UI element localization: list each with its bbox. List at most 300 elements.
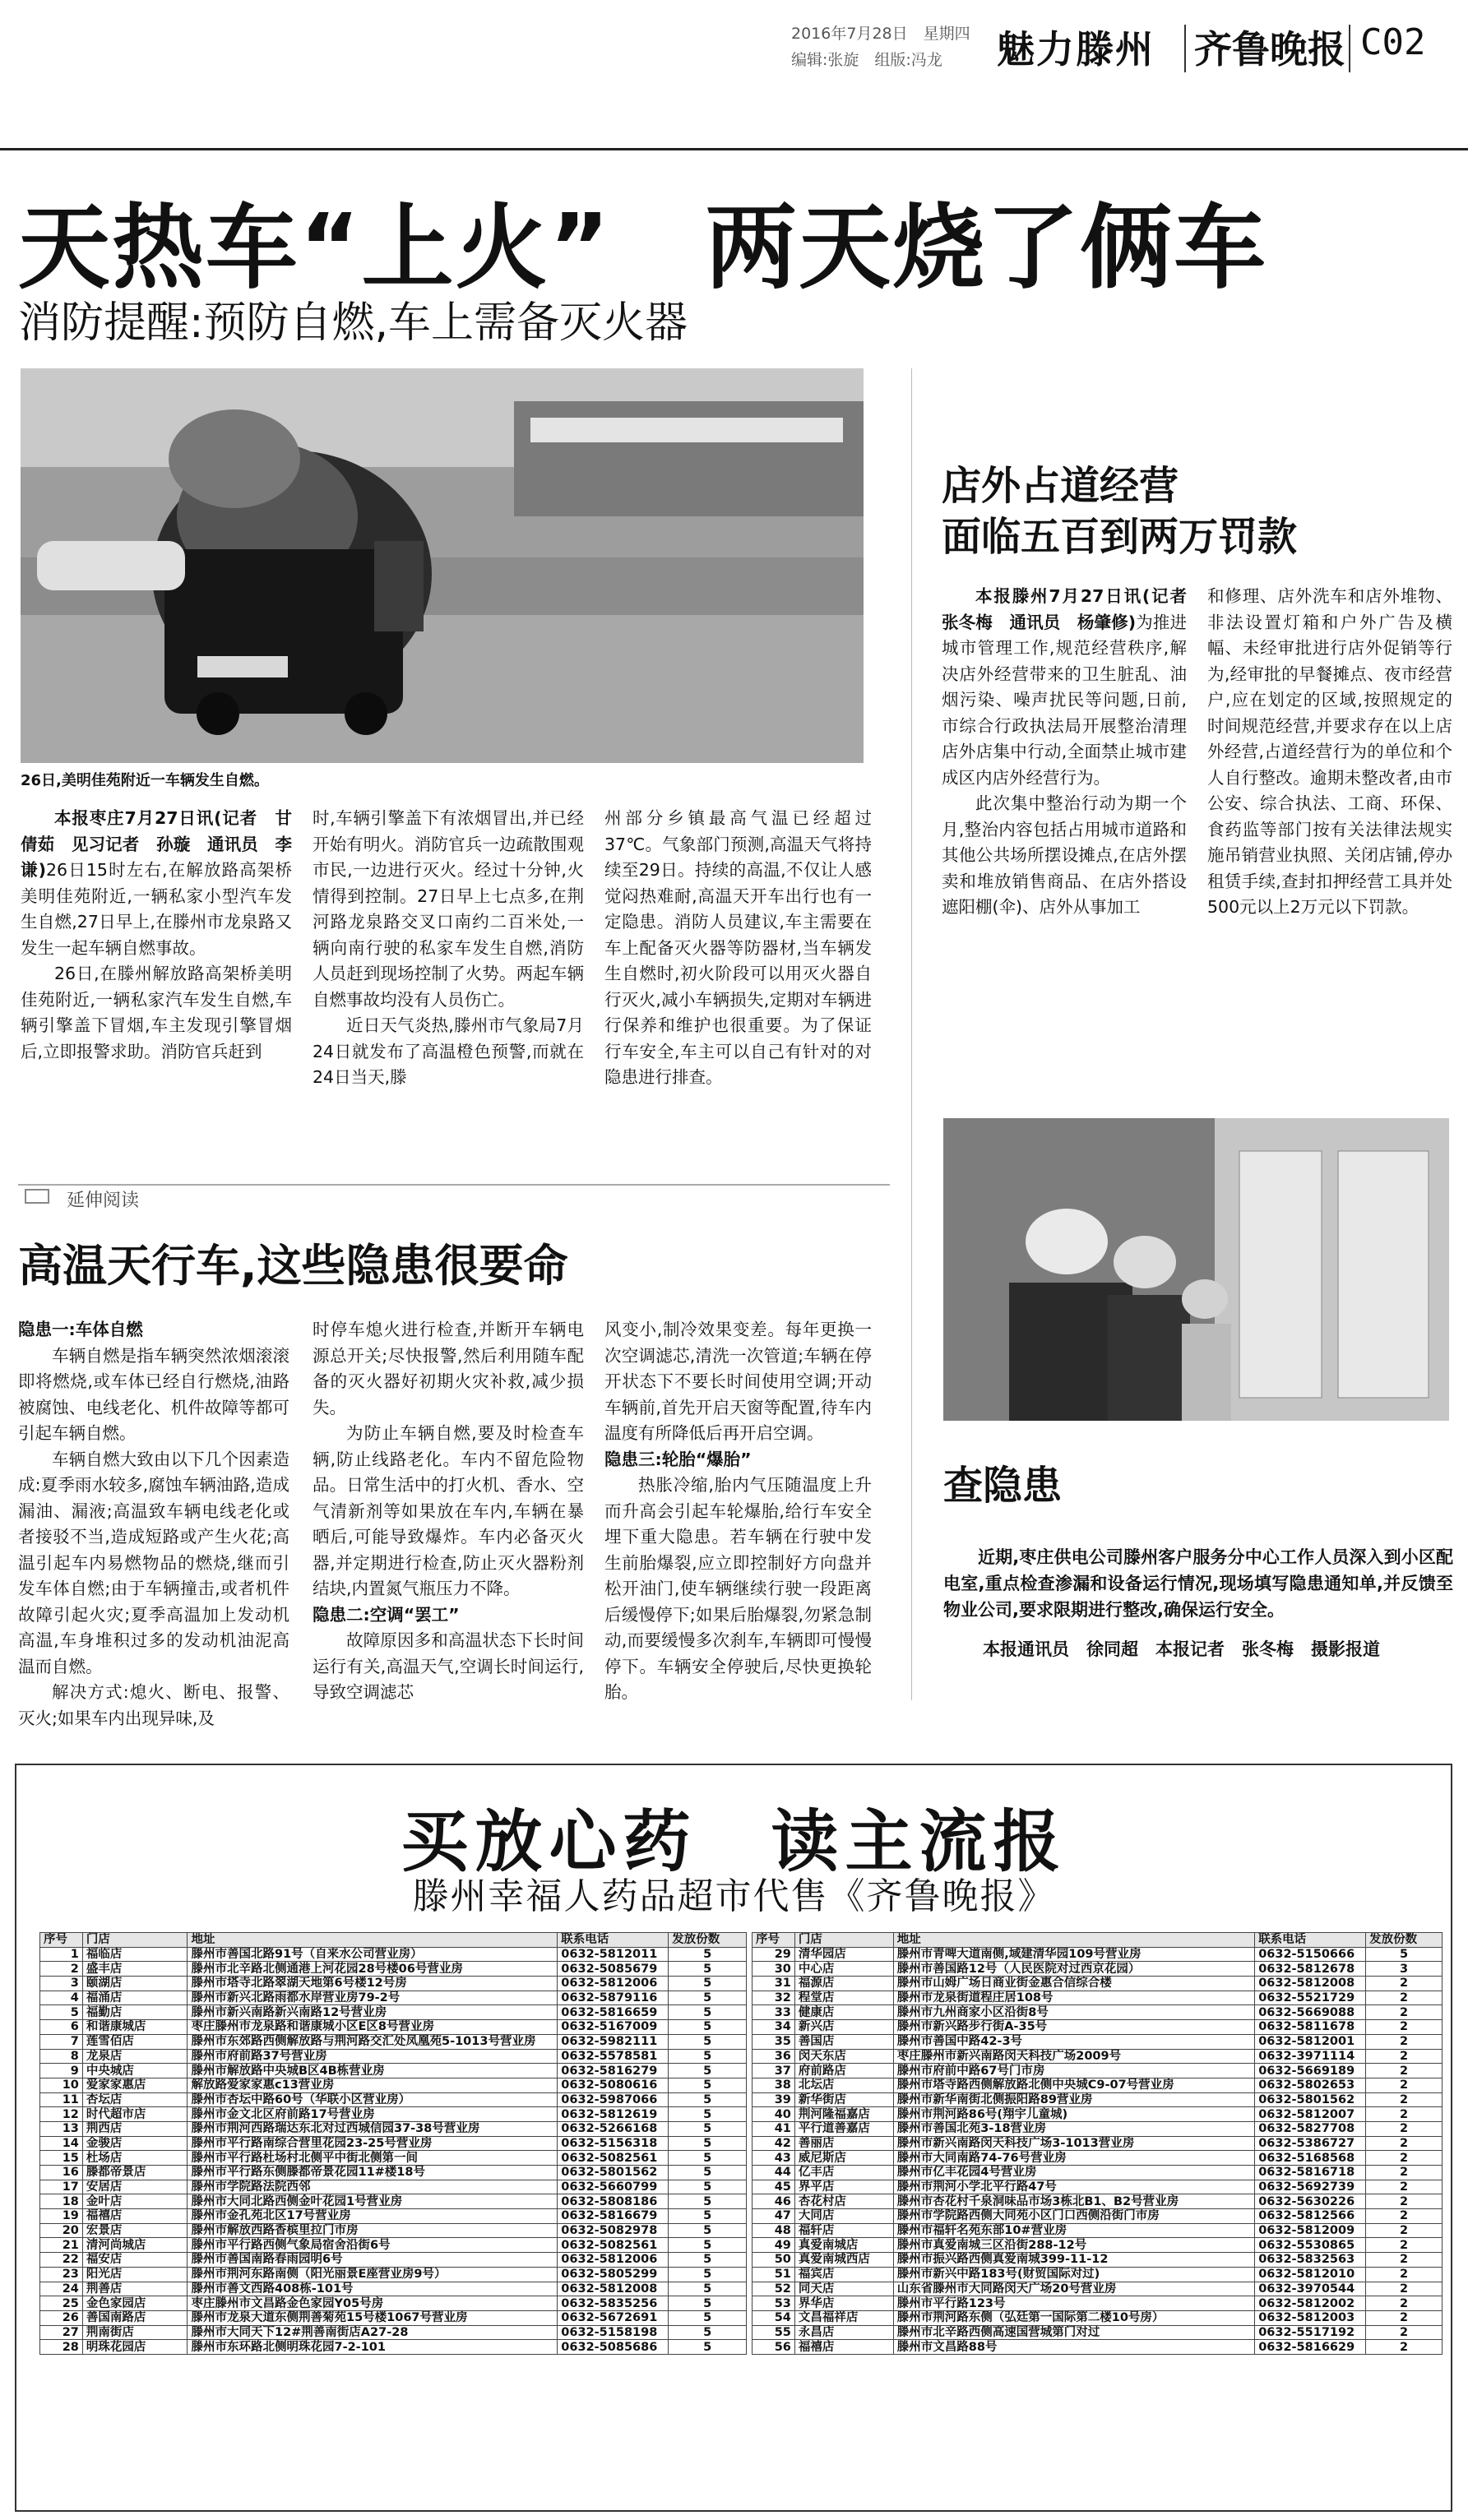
row-number: 42 bbox=[753, 2136, 795, 2151]
copies-count: 5 bbox=[669, 2136, 747, 2151]
row-number: 53 bbox=[753, 2296, 795, 2311]
store-address: 滕州市金文北区府前路17号营业房 bbox=[188, 2107, 558, 2122]
table-row bbox=[753, 2107, 1443, 2122]
copies-count: 5 bbox=[669, 2267, 747, 2282]
store-phone: 0632-5082561 bbox=[558, 2238, 669, 2253]
store-phone: 0632-5805299 bbox=[558, 2267, 669, 2282]
store-phone: 0632-5812003 bbox=[1255, 2310, 1366, 2325]
copies-count: 2 bbox=[1366, 2005, 1443, 2020]
table-row bbox=[40, 2034, 747, 2049]
store-address: 滕州市新华南街北侧振阳路89营业房 bbox=[893, 2092, 1254, 2107]
table-row bbox=[40, 2049, 747, 2064]
store-name: 福轩店 bbox=[794, 2223, 893, 2238]
copies-count: 5 bbox=[669, 2310, 747, 2325]
copies-count: 2 bbox=[1366, 2107, 1443, 2122]
burning-car-photo bbox=[21, 368, 864, 763]
store-name: 永昌店 bbox=[794, 2325, 893, 2340]
copies-count: 2 bbox=[1366, 2238, 1443, 2253]
copies-count: 5 bbox=[669, 2180, 747, 2194]
table-row bbox=[40, 2238, 747, 2253]
copies-count: 2 bbox=[1366, 2209, 1443, 2224]
copies-count: 5 bbox=[669, 2282, 747, 2296]
store-name: 程堂店 bbox=[794, 1991, 893, 2005]
table-row bbox=[40, 2325, 747, 2340]
store-name: 威尼斯店 bbox=[794, 2151, 893, 2166]
copies-count: 2 bbox=[1366, 2180, 1443, 2194]
store-name: 金骏店 bbox=[82, 2136, 188, 2151]
store-phone: 0632-5812006 bbox=[558, 1977, 669, 1991]
copies-count: 5 bbox=[669, 1991, 747, 2005]
table-row bbox=[40, 2107, 747, 2122]
col-header: 地址 bbox=[188, 1933, 558, 1948]
row-number: 51 bbox=[753, 2267, 795, 2282]
store-name: 闵天东店 bbox=[794, 2049, 893, 2064]
col-header: 发放份数 bbox=[1366, 1933, 1443, 1948]
table-row bbox=[40, 2194, 747, 2209]
copies-count: 3 bbox=[1366, 1962, 1443, 1977]
store-phone: 0632-5816679 bbox=[558, 2209, 669, 2224]
row-number: 1 bbox=[40, 1947, 83, 1962]
store-name: 真爱南城店 bbox=[794, 2238, 893, 2253]
store-name: 杏花村店 bbox=[794, 2194, 893, 2209]
store-name: 健康店 bbox=[794, 2005, 893, 2020]
ad-subtitle: 滕州幸福人药品超市代售《齐鲁晚报》 bbox=[412, 1875, 1056, 1917]
store-phone: 0632-5812007 bbox=[1255, 2107, 1366, 2122]
store-name: 阳光店 bbox=[82, 2267, 188, 2282]
store-name: 和谐康城店 bbox=[82, 2020, 188, 2035]
store-address: 滕州市山姆广场日商业街金惠合信综合楼 bbox=[893, 1977, 1254, 1991]
row-number: 14 bbox=[40, 2136, 83, 2151]
story-column bbox=[604, 806, 872, 1091]
copies-count: 5 bbox=[669, 2194, 747, 2209]
store-address: 滕州市杏花村千泉洞味品市场3栋北B1、B2号营业房 bbox=[893, 2194, 1254, 2209]
store-address: 滕州市荆河东路南侧（阳光丽景E座营业房9号） bbox=[188, 2267, 558, 2282]
store-phone: 0632-5517192 bbox=[1255, 2325, 1366, 2340]
row-number: 4 bbox=[40, 1991, 83, 2005]
table-row bbox=[40, 2209, 747, 2224]
store-name: 爱家家惠店 bbox=[82, 2078, 188, 2092]
paragraph: 26日,在滕州解放路高架桥美明佳苑附近,一辆私家汽车发生自燃,车辆引擎盖下冒烟,车主发现引擎冒烟后,立即报警求助。消防官兵赶到 bbox=[21, 964, 292, 1061]
burning-car-illustration bbox=[21, 368, 864, 763]
copies-count: 5 bbox=[669, 2223, 747, 2238]
row-number: 18 bbox=[40, 2194, 83, 2209]
copies-count: 2 bbox=[1366, 2223, 1443, 2238]
store-phone: 0632-5812002 bbox=[1255, 2296, 1366, 2311]
table-row bbox=[40, 2267, 747, 2282]
store-phone: 0632-5812678 bbox=[1255, 1962, 1366, 1977]
store-address: 滕州市大同天下12#荆善南街店A27-28 bbox=[188, 2325, 558, 2340]
col-header: 联系电话 bbox=[558, 1933, 669, 1948]
store-name: 金叶店 bbox=[82, 2194, 188, 2209]
copies-count: 5 bbox=[669, 2049, 747, 2064]
table-row bbox=[40, 2253, 747, 2268]
store-name: 莲雪佰店 bbox=[82, 2034, 188, 2049]
newspaper-logo: 齐鲁晚报 bbox=[1194, 27, 1345, 72]
table-row bbox=[753, 2064, 1443, 2078]
table-row bbox=[753, 2253, 1443, 2268]
table-row bbox=[753, 2166, 1443, 2180]
store-phone: 0632-5082978 bbox=[558, 2223, 669, 2238]
store-name: 宏景店 bbox=[82, 2223, 188, 2238]
table-row bbox=[40, 2064, 747, 2078]
paragraph: 车辆自燃是指车辆突然浓烟滚滚即将燃烧,或车体已经自行燃烧,油路被腐蚀、电线老化、机件故障等都可引起车辆自燃。 bbox=[18, 1345, 289, 1443]
table-row bbox=[753, 2078, 1443, 2092]
copies-count: 5 bbox=[669, 2107, 747, 2122]
copies-count: 5 bbox=[669, 2064, 747, 2078]
store-address: 山东省滕州市大同路闵天广场20号营业房 bbox=[893, 2282, 1254, 2296]
copies-count: 2 bbox=[1366, 2325, 1443, 2340]
row-number: 47 bbox=[753, 2209, 795, 2224]
store-address: 滕州市金孔苑北区17号营业房 bbox=[188, 2209, 558, 2224]
store-name: 荆西店 bbox=[82, 2121, 188, 2136]
copies-count: 2 bbox=[1366, 2121, 1443, 2136]
store-phone: 0632-5982111 bbox=[558, 2034, 669, 2049]
copies-count: 5 bbox=[669, 1947, 747, 1962]
store-phone: 0632-5812008 bbox=[1255, 1977, 1366, 1991]
table-row bbox=[40, 2310, 747, 2325]
paragraph: 26日15时左右,在解放路高架桥美明佳苑附近,一辆私家小型汽车发生自燃,27日早上,在滕州市龙泉路又发生一起车辆自燃事故。 bbox=[21, 860, 293, 958]
copies-count: 5 bbox=[669, 2325, 747, 2340]
row-number: 55 bbox=[753, 2325, 795, 2340]
row-number: 17 bbox=[40, 2180, 83, 2194]
table-row bbox=[40, 1977, 747, 1991]
row-number: 23 bbox=[40, 2267, 83, 2282]
row-number: 24 bbox=[40, 2282, 83, 2296]
table-row bbox=[753, 2034, 1443, 2049]
store-address: 滕州市平行路杜场村北侧平中街北侧第一间 bbox=[188, 2151, 558, 2166]
store-address: 滕州市龙泉大道东侧荆善菊苑15号楼1067号营业房 bbox=[188, 2310, 558, 2325]
store-address: 滕州市解放路中央城B区4B栋营业房 bbox=[188, 2064, 558, 2078]
copies-count: 5 bbox=[669, 1977, 747, 1991]
table-row bbox=[40, 2296, 747, 2311]
row-number: 16 bbox=[40, 2166, 83, 2180]
copies-count: 2 bbox=[1366, 2166, 1443, 2180]
row-number: 21 bbox=[40, 2238, 83, 2253]
table-row bbox=[753, 2136, 1443, 2151]
table-row bbox=[40, 2166, 747, 2180]
store-name: 同天店 bbox=[794, 2282, 893, 2296]
store-phone: 0632-5082561 bbox=[558, 2151, 669, 2166]
row-number: 52 bbox=[753, 2282, 795, 2296]
table-row bbox=[753, 2180, 1443, 2194]
table-header-row bbox=[753, 1933, 1443, 1948]
table-row bbox=[753, 2151, 1443, 2166]
store-phone: 0632-5816718 bbox=[1255, 2166, 1366, 2180]
store-name: 平行道善嘉店 bbox=[794, 2121, 893, 2136]
story-column bbox=[21, 806, 292, 1065]
copies-count: 5 bbox=[669, 1962, 747, 1977]
story-byline: 本报滕州7月27日讯(记者 张冬梅 通讯员 杨肇修) bbox=[942, 586, 1204, 632]
store-phone: 0632-5578581 bbox=[558, 2049, 669, 2064]
copies-count: 2 bbox=[1366, 2049, 1443, 2064]
col-header: 联系电话 bbox=[1255, 1933, 1366, 1948]
story-column bbox=[313, 806, 584, 1091]
store-address: 解放路爱家家惠c13营业房 bbox=[188, 2078, 558, 2092]
row-number: 32 bbox=[753, 1991, 795, 2005]
table-row bbox=[40, 1991, 747, 2005]
store-address: 枣庄滕州市新兴南路闵天科技广场2009号 bbox=[893, 2049, 1254, 2064]
store-name: 福宾店 bbox=[794, 2267, 893, 2282]
table-row bbox=[40, 2020, 747, 2035]
table-row bbox=[753, 2049, 1443, 2064]
copies-count: 2 bbox=[1366, 2194, 1443, 2209]
store-phone: 0632-5812619 bbox=[558, 2107, 669, 2122]
store-phone: 0632-5660799 bbox=[558, 2180, 669, 2194]
store-address: 滕州市平行路西侧气象局宿舍沿街6号 bbox=[188, 2238, 558, 2253]
store-address: 滕州市振兴路西侧真爱南城399-11-12 bbox=[893, 2253, 1254, 2268]
store-address: 滕州市平行路123号 bbox=[893, 2296, 1254, 2311]
store-name: 福勤店 bbox=[82, 2005, 188, 2020]
store-phone: 0632-5080616 bbox=[558, 2078, 669, 2092]
store-phone: 0632-5812008 bbox=[558, 2282, 669, 2296]
store-phone: 0632-5167009 bbox=[558, 2020, 669, 2035]
subheading: 隐患一:车体自燃 bbox=[18, 1320, 143, 1339]
row-number: 37 bbox=[753, 2064, 795, 2078]
store-phone: 0632-5816659 bbox=[558, 2005, 669, 2020]
row-number: 25 bbox=[40, 2296, 83, 2311]
store-address: 滕州市杏坛中路60号（华联小区营业房） bbox=[188, 2092, 558, 2107]
section-title: 魅力滕州 bbox=[997, 27, 1155, 72]
paragraph: 风变小,制冷效果变差。每年更换一次空调滤芯,清洗一次管道;车辆在停开状态下不要长时间使用空调;开动车辆前,首先开启天窗等配置,待车内温度有所降低后再开启空调。 bbox=[604, 1320, 872, 1443]
store-name: 新华街店 bbox=[794, 2092, 893, 2107]
copies-count: 5 bbox=[669, 2121, 747, 2136]
table-row bbox=[753, 1962, 1443, 1977]
row-number: 31 bbox=[753, 1977, 795, 1991]
copies-count: 5 bbox=[669, 2020, 747, 2035]
row-number: 35 bbox=[753, 2034, 795, 2049]
row-number: 12 bbox=[40, 2107, 83, 2122]
table-row bbox=[40, 2005, 747, 2020]
store-phone: 0632-5812006 bbox=[558, 2253, 669, 2268]
story-column bbox=[604, 1317, 872, 1706]
store-phone: 0632-5156318 bbox=[558, 2136, 669, 2151]
col-header: 序号 bbox=[753, 1933, 795, 1948]
copies-count: 5 bbox=[669, 2151, 747, 2166]
row-number: 6 bbox=[40, 2020, 83, 2035]
copies-count: 5 bbox=[669, 2034, 747, 2049]
subheading: 隐患三:轮胎“爆胎” bbox=[604, 1449, 752, 1469]
col-header: 门店 bbox=[794, 1933, 893, 1948]
store-address: 滕州市学院路西侧大同苑小区门口西侧沿街门市房 bbox=[893, 2209, 1254, 2224]
store-phone: 0632-5530865 bbox=[1255, 2238, 1366, 2253]
store-name: 荆南街店 bbox=[82, 2325, 188, 2340]
row-number: 49 bbox=[753, 2238, 795, 2253]
store-name: 福涌店 bbox=[82, 1991, 188, 2005]
row-number: 34 bbox=[753, 2020, 795, 2035]
store-name: 安居店 bbox=[82, 2180, 188, 2194]
row-number: 30 bbox=[753, 1962, 795, 1977]
row-number: 15 bbox=[40, 2151, 83, 2166]
store-phone: 0632-5879116 bbox=[558, 1991, 669, 2005]
copies-count: 2 bbox=[1366, 2151, 1443, 2166]
store-address: 滕州市荆河西路瑞达东北对过西城信园37-38号营业房 bbox=[188, 2121, 558, 2136]
store-address: 滕州市东郊路西侧解放路与荆河路交汇处凤凰苑5-1013号营业房 bbox=[188, 2034, 558, 2049]
store-address: 滕州市新兴南路新兴南路12号营业房 bbox=[188, 2005, 558, 2020]
paragraph: 为防止车辆自燃,要及时检查车辆,防止线路老化。车内不留危险物品。日常生活中的打火机、香水、空气清新剂等如果放在车内,车辆在暴晒后,可能导致爆炸。车内必备灭火器,并定期进行检查,防止灭火器粉剂结块,内置氮气瓶压力不降。 bbox=[313, 1423, 584, 1598]
store-phone: 0632-5811678 bbox=[1255, 2020, 1366, 2035]
store-name: 亿丰店 bbox=[794, 2166, 893, 2180]
store-name: 界华店 bbox=[794, 2296, 893, 2311]
store-address: 滕州市龙泉街道程庄居108号 bbox=[893, 1991, 1254, 2005]
copies-count: 2 bbox=[1366, 2340, 1443, 2355]
article-title: 面临五百到两万罚款 bbox=[942, 514, 1298, 560]
copies-count: 2 bbox=[1366, 2267, 1443, 2282]
store-name: 龙泉店 bbox=[82, 2049, 188, 2064]
editor-credit: 编辑:张旋 组版:冯龙 bbox=[791, 51, 942, 69]
store-address: 滕州市新兴路步行街A-35号 bbox=[893, 2020, 1254, 2035]
row-number: 50 bbox=[753, 2253, 795, 2268]
row-number: 3 bbox=[40, 1977, 83, 1991]
row-number: 13 bbox=[40, 2121, 83, 2136]
photo-caption: 26日,美明佳苑附近一车辆发生自燃。 bbox=[21, 772, 269, 789]
store-phone: 0632-5085679 bbox=[558, 1962, 669, 1977]
store-address: 滕州市善国中路42-3号 bbox=[893, 2034, 1254, 2049]
store-phone: 0632-5802653 bbox=[1255, 2078, 1366, 2092]
col-header: 地址 bbox=[893, 1933, 1254, 1948]
store-phone: 0632-5827708 bbox=[1255, 2121, 1366, 2136]
table-row bbox=[40, 2078, 747, 2092]
copies-count: 2 bbox=[1366, 2310, 1443, 2325]
store-address: 滕州市文昌路88号 bbox=[893, 2340, 1254, 2355]
store-address: 枣庄滕州市龙泉路和谐康城小区E区8号营业房 bbox=[188, 2020, 558, 2035]
column-divider bbox=[911, 368, 912, 1700]
row-number: 38 bbox=[753, 2078, 795, 2092]
paragraph: 时停车熄火进行检查,并断开车辆电源总开关;尽快报警,然后利用随车配备的灭火器好初期火灾补救,减少损失。 bbox=[313, 1320, 584, 1417]
table-row bbox=[40, 2180, 747, 2194]
paragraph: 近期,枣庄供电公司滕州客户服务分中心工作人员深入到小区配电室,重点检查渗漏和设备运行情况,现场填写隐患通知单,并反馈至物业公司,要求限期进行整改,确保运行安全。 bbox=[943, 1547, 1453, 1620]
row-number: 41 bbox=[753, 2121, 795, 2136]
copies-count: 2 bbox=[1366, 2136, 1443, 2151]
table-row bbox=[40, 2136, 747, 2151]
store-name: 清河尚城店 bbox=[82, 2238, 188, 2253]
extended-reading-tag: 延伸阅读 bbox=[62, 1186, 144, 1212]
store-address: 滕州市荆河小学北平行路47号 bbox=[893, 2180, 1254, 2194]
row-number: 46 bbox=[753, 2194, 795, 2209]
row-number: 26 bbox=[40, 2310, 83, 2325]
row-number: 33 bbox=[753, 2005, 795, 2020]
table-row bbox=[753, 2020, 1443, 2035]
store-address: 滕州市荆河路86号(翔宇儿童城) bbox=[893, 2107, 1254, 2122]
store-phone: 0632-5168568 bbox=[1255, 2151, 1366, 2166]
main-subheadline: 消防提醒:预防自燃,车上需备灭火器 bbox=[18, 298, 688, 348]
store-phone: 0632-5669189 bbox=[1255, 2064, 1366, 2078]
store-address: 滕州市善国北苑3-18营业房 bbox=[893, 2121, 1254, 2136]
row-number: 2 bbox=[40, 1962, 83, 1977]
store-address: 滕州市亿丰花园4号营业房 bbox=[893, 2166, 1254, 2180]
table-row bbox=[753, 2194, 1443, 2209]
store-phone: 0632-5085686 bbox=[558, 2340, 669, 2355]
store-address: 滕州市善国北路91号（自来水公司营业房） bbox=[188, 1947, 558, 1962]
table-row bbox=[753, 2310, 1443, 2325]
section-rule bbox=[18, 1184, 890, 1207]
store-name: 荆河隆福嘉店 bbox=[794, 2107, 893, 2122]
row-number: 56 bbox=[753, 2340, 795, 2355]
copies-count: 5 bbox=[669, 2209, 747, 2224]
row-number: 10 bbox=[40, 2078, 83, 2092]
page-number: C02 bbox=[1360, 21, 1426, 63]
photo-credit: 本报通讯员 徐同超 本报记者 张冬梅 摄影报道 bbox=[983, 1639, 1380, 1659]
paragraph: 此次集中整治行动为期一个月,整治内容包括占用城市道路和其他公共场所摆设摊点,在店外摆卖和堆放销售商品、在店外搭设遮阳棚(伞)、店外从事加工 bbox=[942, 793, 1187, 917]
row-number: 8 bbox=[40, 2049, 83, 2064]
store-phone: 0632-5521729 bbox=[1255, 1991, 1366, 2005]
store-phone: 0632-5987066 bbox=[558, 2092, 669, 2107]
copies-count: 5 bbox=[669, 2253, 747, 2268]
store-address: 滕州市北辛路北侧通港上河花园28号楼06号营业房 bbox=[188, 1962, 558, 1977]
table-row bbox=[40, 2340, 747, 2355]
table-header-row bbox=[40, 1933, 747, 1948]
store-address: 滕州市府前中路67号门市房 bbox=[893, 2064, 1254, 2078]
paragraph: 故障原因多和高温状态下长时间运行有关,高温天气,空调长时间运行,导致空调滤芯 bbox=[313, 1630, 584, 1702]
paragraph: 时,车辆引擎盖下有浓烟冒出,并已经开始有明火。消防官兵一边疏散围观市民,一边进行灭火。经过十分钟,火情得到控制。27日早上七点多,在荆河路龙泉路交叉口南约二百米处,一辆向南行驶的私家车发生自燃,消防人员赶到现场控制了火势。两起车辆自燃事故均没有人员伤亡。 bbox=[313, 808, 584, 1010]
copies-count: 2 bbox=[1366, 1977, 1443, 1991]
store-name: 盛丰店 bbox=[82, 1962, 188, 1977]
store-address: 滕州市平行路南综合营里花园23-25号营业房 bbox=[188, 2136, 558, 2151]
copies-count: 5 bbox=[1366, 1947, 1443, 1962]
row-number: 36 bbox=[753, 2049, 795, 2064]
store-name: 福禧店 bbox=[82, 2209, 188, 2224]
store-address: 滕州市新兴北路雨都水岸营业房79-2号 bbox=[188, 1991, 558, 2005]
store-name: 中央城店 bbox=[82, 2064, 188, 2078]
store-phone: 0632-5812009 bbox=[1255, 2223, 1366, 2238]
store-name: 文昌福祥店 bbox=[794, 2310, 893, 2325]
store-phone: 0632-5630226 bbox=[1255, 2194, 1366, 2209]
header-rule bbox=[0, 148, 1468, 150]
store-phone: 0632-5158198 bbox=[558, 2325, 669, 2340]
store-phone: 0632-5812566 bbox=[1255, 2209, 1366, 2224]
row-number: 45 bbox=[753, 2180, 795, 2194]
store-name: 福禧店 bbox=[794, 2340, 893, 2355]
copies-count: 2 bbox=[1366, 2253, 1443, 2268]
main-headline: 天热车“上火” 两天烧了俩车 bbox=[18, 195, 1268, 302]
table-row bbox=[753, 2267, 1443, 2282]
store-name: 颐湖店 bbox=[82, 1977, 188, 1991]
workers-inspection-illustration bbox=[943, 1118, 1449, 1421]
row-number: 40 bbox=[753, 2107, 795, 2122]
store-address: 滕州市荆河路东侧（弘廷第一国际第二楼10号房） bbox=[893, 2310, 1254, 2325]
table-row bbox=[753, 2325, 1443, 2340]
copies-count: 2 bbox=[1366, 2296, 1443, 2311]
paragraph: 和修理、店外洗车和店外堆物、非法设置灯箱和户外广告及横幅、未经审批进行店外促销等行为,经审批的早餐摊点、夜市经营户,应在划定的区域,按照规定的时间规范经营,并要求存在以上店外经营,占道经营行为的单位和个人自行整改。逾期未整改者,由市公安、综合执法、工商、环保、食药监等部门按有关法律法规实施吊销营业执照、关闭店铺,停办租赁手续,查封扣押经营工具并处500元以上2万元以下罚款。 bbox=[1207, 586, 1452, 917]
store-phone: 0632-5812010 bbox=[1255, 2267, 1366, 2282]
paragraph: 热胀冷缩,胎内气压随温度上升而升高会引起车轮爆胎,给行车安全埋下重大隐患。若车辆在行驶中发生前胎爆裂,应立即控制好方向盘并松开油门,使车辆继续行驶一段距离后缓慢停下;如果后胎爆裂,勿紧急制动,而要缓慢多次刹车,车辆即可慢慢停下。车辆安全停驶后,尽快更换轮胎。 bbox=[604, 1475, 872, 1702]
paragraph: 解决方式:熄火、断电、报警、灭火;如果车内出现异味,及 bbox=[18, 1682, 289, 1728]
copies-count: 5 bbox=[669, 2078, 747, 2092]
store-name: 福安店 bbox=[82, 2253, 188, 2268]
store-address: 滕州市真爱南城三区沿街288-12号 bbox=[893, 2238, 1254, 2253]
store-name: 时代超市店 bbox=[82, 2107, 188, 2122]
row-number: 7 bbox=[40, 2034, 83, 2049]
table-row bbox=[753, 2121, 1443, 2136]
row-number: 39 bbox=[753, 2092, 795, 2107]
store-phone: 0632-5812001 bbox=[1255, 2034, 1366, 2049]
store-name: 界平店 bbox=[794, 2180, 893, 2194]
store-address: 滕州市大同南路74-76号营业房 bbox=[893, 2151, 1254, 2166]
store-phone: 0632-3971114 bbox=[1255, 2049, 1366, 2064]
col-header: 门店 bbox=[82, 1933, 188, 1948]
store-address: 滕州市府前路37号营业房 bbox=[188, 2049, 558, 2064]
store-address: 滕州市善国南路春雨园明6号 bbox=[188, 2253, 558, 2268]
store-address: 滕州市东环路北侧明珠花园7-2-101 bbox=[188, 2340, 558, 2355]
store-name: 杜场店 bbox=[82, 2151, 188, 2166]
store-phone: 0632-5832563 bbox=[1255, 2253, 1366, 2268]
store-table-left bbox=[39, 1932, 747, 2355]
store-phone: 0632-5801562 bbox=[558, 2166, 669, 2180]
table-row bbox=[40, 2151, 747, 2166]
store-address: 滕州市学院路法院西邻 bbox=[188, 2180, 558, 2194]
store-name: 福临店 bbox=[82, 1947, 188, 1962]
copies-count: 2 bbox=[1366, 2034, 1443, 2049]
table-row bbox=[753, 1947, 1443, 1962]
